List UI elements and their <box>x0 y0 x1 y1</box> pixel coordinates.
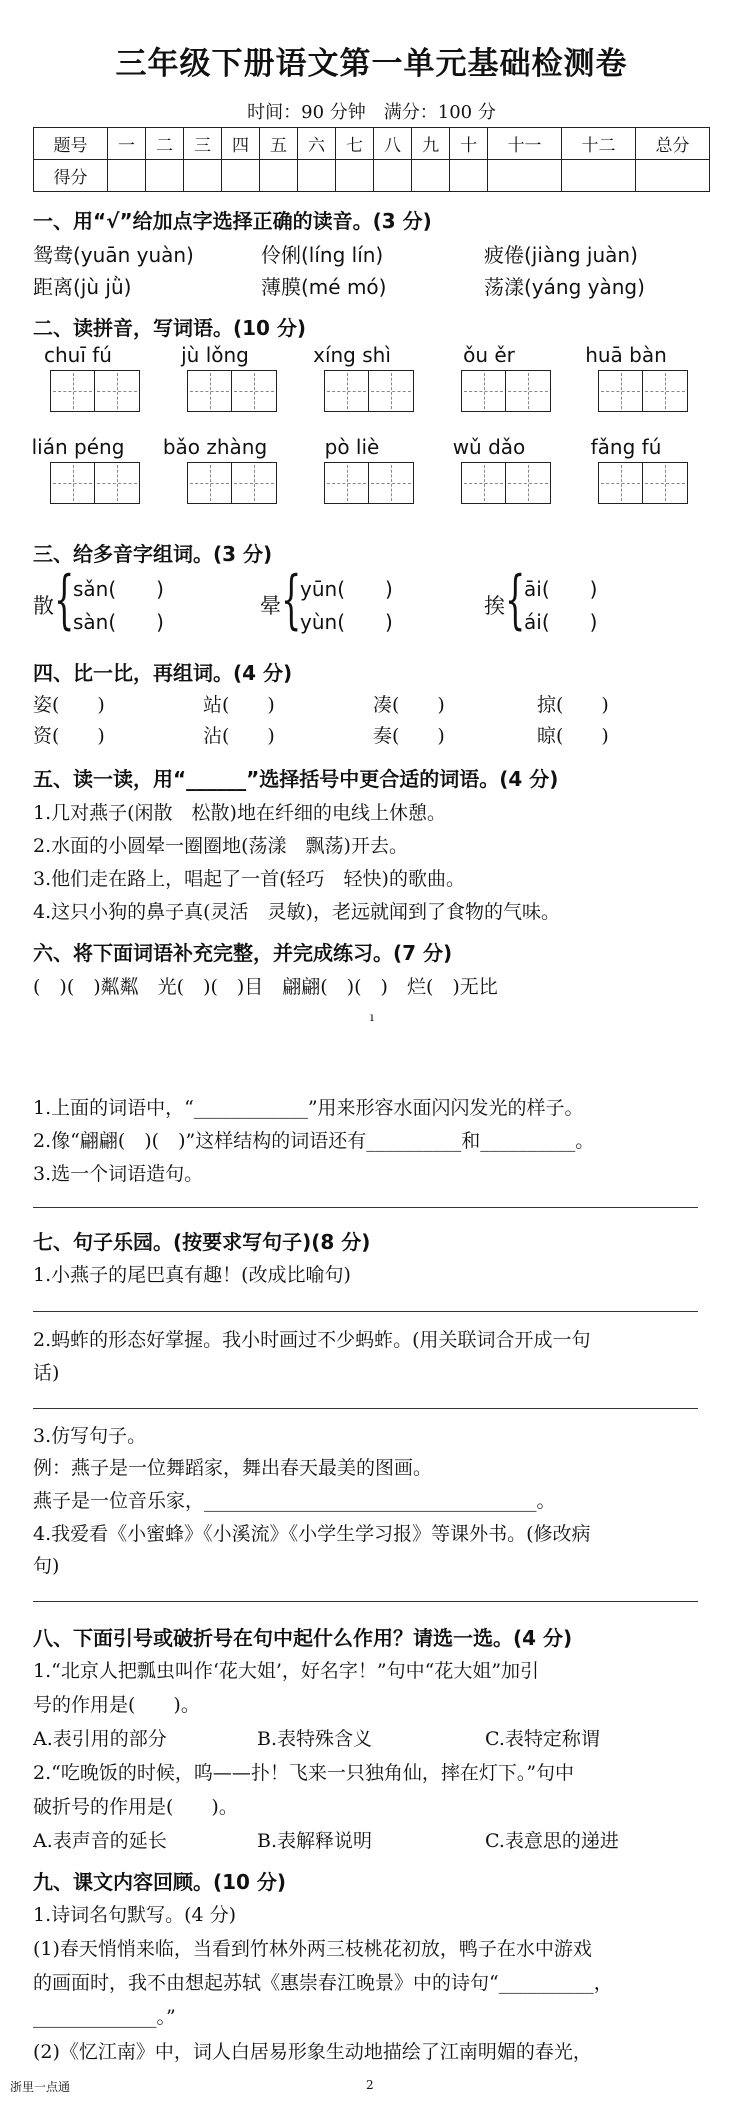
score-header-cell: 七 <box>336 128 374 160</box>
score-header-cell: 十一 <box>488 128 562 160</box>
section-7-title: 七、句子乐园。(按要求写句子)(8 分) <box>33 1230 371 1254</box>
pinyin-label: huā bàn <box>585 343 667 367</box>
list-item: 资( ) <box>33 725 105 747</box>
option[interactable]: A.表引用的部分 <box>33 1728 167 1750</box>
section-9-title: 九、课文内容回顾。(10 分) <box>33 1870 287 1894</box>
list-item: 晾( ) <box>537 725 609 747</box>
pinyin-label: xíng shì <box>313 343 391 367</box>
score-input-cell[interactable] <box>450 160 488 192</box>
question: 1.上面的词语中，“____________”用来形容水面闪闪发光的样子。 <box>33 1097 584 1119</box>
list-item: 薄膜(mé mó) <box>261 275 387 299</box>
score-row-label: 得分 <box>34 160 108 192</box>
writing-grid[interactable] <box>187 462 277 504</box>
writing-cell[interactable] <box>598 462 643 504</box>
brace-icon: { <box>281 563 302 637</box>
score-input-cell[interactable] <box>635 160 709 192</box>
list-item: 姿( ) <box>33 694 105 716</box>
option[interactable]: B.表解释说明 <box>257 1830 373 1852</box>
subtitle: 时间：90 分钟 满分：100 分 <box>247 102 496 123</box>
question: 3.选一个词语造句。 <box>33 1163 204 1185</box>
score-input-cell[interactable] <box>145 160 183 192</box>
score-header-cell: 题号 <box>34 128 108 160</box>
pinyin-label: lián péng <box>31 435 125 459</box>
score-header-cell: 四 <box>221 128 259 160</box>
writing-grid[interactable] <box>324 462 414 504</box>
list-item: 鸳鸯(yuān yuàn) <box>33 243 194 267</box>
writing-cell[interactable] <box>232 370 277 412</box>
polyphone-char: 挨 <box>484 594 505 618</box>
pinyin-label: fǎng fú <box>590 435 662 459</box>
question: 话) <box>33 1362 60 1384</box>
list-item: 奏( ) <box>373 725 445 747</box>
list-item: 凑( ) <box>373 694 445 716</box>
writing-cell[interactable] <box>643 462 688 504</box>
score-header-cell: 八 <box>374 128 412 160</box>
writing-cell[interactable] <box>324 370 369 412</box>
writing-grid[interactable] <box>598 370 688 412</box>
score-header-cell: 二 <box>145 128 183 160</box>
writing-cell[interactable] <box>369 370 414 412</box>
section-5-title: 五、读一读，用“______”选择括号中更合适的词语。(4 分) <box>33 767 559 791</box>
option[interactable]: A.表声音的延长 <box>33 1830 167 1852</box>
score-input-cell[interactable] <box>298 160 336 192</box>
brace-icon: { <box>505 563 526 637</box>
score-header-cell: 一 <box>107 128 145 160</box>
pinyin-label: wǔ dǎo <box>452 435 526 459</box>
score-input-cell[interactable] <box>336 160 374 192</box>
score-input-cell[interactable] <box>488 160 562 192</box>
question: 1.小燕子的尾巴真有趣！(改成比喻句) <box>33 1264 351 1286</box>
writing-cell[interactable] <box>461 370 506 412</box>
list-item: 掠( ) <box>537 694 609 716</box>
polyphone-reading: āi( ) <box>524 577 598 601</box>
score-header-cell: 九 <box>412 128 450 160</box>
question: 句) <box>33 1555 60 1577</box>
list-item: 疲倦(jiàng juàn) <box>484 243 638 267</box>
writing-cell[interactable] <box>598 370 643 412</box>
writing-cell[interactable] <box>187 370 232 412</box>
writing-grid[interactable] <box>50 370 140 412</box>
writing-grid[interactable] <box>598 462 688 504</box>
pinyin-label: ǒu ěr <box>463 343 515 367</box>
brace-icon: { <box>54 563 75 637</box>
pinyin-label: jù lǒng <box>181 343 249 367</box>
polyphone-reading: sàn( ) <box>73 610 164 634</box>
question: 1.“北京人把瓢虫叫作‘花大姐’，好名字！”句中“花大姐”加引 <box>33 1660 540 1682</box>
question: 号的作用是( )。 <box>33 1694 200 1716</box>
writing-cell[interactable] <box>50 370 95 412</box>
score-input-cell[interactable] <box>221 160 259 192</box>
option[interactable]: B.表特殊含义 <box>257 1728 373 1750</box>
writing-cell[interactable] <box>643 370 688 412</box>
question: (1)春天悄悄来临，当看到竹林外两三枝桃花初放，鸭子在水中游戏 <box>33 1938 592 1960</box>
section-6-title: 六、将下面词语补充完整，并完成练习。(7 分) <box>33 941 453 965</box>
question: 2.“吃晚饭的时候，呜——扑！飞来一只独角仙，摔在灯下。”句中 <box>33 1762 575 1784</box>
question: (2)《忆江南》中，词人白居易形象生动地描绘了江南明媚的春光， <box>33 2041 592 2063</box>
writing-grid[interactable] <box>50 462 140 504</box>
writing-grid[interactable] <box>187 370 277 412</box>
list-item: 2.水面的小圆晕一圈圈地(荡漾 飘荡)开去。 <box>33 835 408 857</box>
pinyin-label: bǎo zhàng <box>162 435 268 459</box>
polyphone-reading: ái( ) <box>524 610 598 634</box>
writing-cell[interactable] <box>232 462 277 504</box>
list-item: 沾( ) <box>203 725 275 747</box>
section-2-title: 二、读拼音，写词语。(10 分) <box>33 316 307 340</box>
writing-cell[interactable] <box>95 370 140 412</box>
score-header-cell: 六 <box>298 128 336 160</box>
score-input-cell[interactable] <box>412 160 450 192</box>
score-header-cell: 十二 <box>562 128 636 160</box>
section-4-title: 四、比一比，再组词。(4 分) <box>33 661 293 685</box>
writing-grid[interactable] <box>324 370 414 412</box>
question: 2.蚂蚱的形态好掌握。我小时画过不少蚂蚱。(用关联词合开成一句 <box>33 1329 591 1351</box>
score-input-cell[interactable] <box>562 160 636 192</box>
writing-cell[interactable] <box>187 462 232 504</box>
footer-source: 浙里一点通 <box>10 2080 71 2094</box>
example: 例：燕子是一位舞蹈家，舞出春天最美的图画。 <box>33 1457 433 1479</box>
score-header-cell: 总分 <box>635 128 709 160</box>
pinyin-label: pò liè <box>324 435 380 459</box>
question: 3.仿写句子。 <box>33 1425 147 1447</box>
answer-line[interactable] <box>33 1207 698 1208</box>
score-input-cell[interactable] <box>260 160 298 192</box>
list-item: 荡漾(yáng yàng) <box>484 275 645 299</box>
writing-grid[interactable] <box>461 462 551 504</box>
section-3-title: 三、给多音字组词。(3 分) <box>33 542 273 566</box>
fill-sentence: 燕子是一位音乐家，___________________________________。 <box>33 1490 556 1512</box>
fill-words: ( )( )粼粼 光( )( )目 翩翩( )( ) 烂( )无比 <box>33 976 498 998</box>
option[interactable]: C.表特定称谓 <box>485 1728 600 1750</box>
writing-grid[interactable] <box>461 370 551 412</box>
score-input-cell[interactable] <box>183 160 221 192</box>
question: 破折号的作用是( )。 <box>33 1796 238 1818</box>
polyphone-reading: sǎn( ) <box>73 577 164 601</box>
list-item: 4.这只小狗的鼻子真(灵活 灵敏)，老远就闻到了食物的气味。 <box>33 901 560 923</box>
pinyin-label: chuī fú <box>44 343 112 367</box>
question: 的画面时，我不由想起苏轼《惠崇春江晚景》中的诗句“__________， <box>33 1972 613 1994</box>
list-item: 站( ) <box>203 694 275 716</box>
writing-cell[interactable] <box>506 462 551 504</box>
answer-line[interactable] <box>33 1601 698 1602</box>
polyphone-char: 散 <box>33 594 54 618</box>
answer-line[interactable] <box>33 1311 698 1312</box>
section-8-title: 八、下面引号或破折号在句中起什么作用？请选一选。(4 分) <box>33 1626 573 1650</box>
writing-cell[interactable] <box>95 462 140 504</box>
question: 2.像“翩翩( )( )”这样结构的词语还有__________和__________。 <box>33 1130 595 1152</box>
polyphone-reading: yùn( ) <box>300 610 393 634</box>
writing-cell[interactable] <box>369 462 414 504</box>
list-item: 距离(jù jǜ) <box>33 275 132 299</box>
stray-mark: ı <box>370 1010 374 1024</box>
polyphone-reading: yūn( ) <box>300 577 393 601</box>
score-table <box>33 127 710 192</box>
score-header-cell: 五 <box>260 128 298 160</box>
list-item: 3.他们走在路上，唱起了一首(轻巧 轻快)的歌曲。 <box>33 868 465 890</box>
option[interactable]: C.表意思的递进 <box>485 1830 619 1852</box>
writing-cell[interactable] <box>324 462 369 504</box>
writing-cell[interactable] <box>506 370 551 412</box>
score-input-cell[interactable] <box>374 160 412 192</box>
score-input-cell[interactable] <box>107 160 145 192</box>
question: _____________。” <box>33 2006 176 2028</box>
answer-line[interactable] <box>33 1408 698 1409</box>
score-header-cell: 十 <box>450 128 488 160</box>
question: 4.我爱看《小蜜蜂》《小溪流》《小学生学习报》等课外书。(修改病 <box>33 1523 591 1545</box>
writing-cell[interactable] <box>461 462 506 504</box>
writing-cell[interactable] <box>50 462 95 504</box>
score-header-cell: 三 <box>183 128 221 160</box>
section-1-title: 一、用“√”给加点字选择正确的读音。(3 分) <box>33 209 432 233</box>
polyphone-char: 晕 <box>260 594 281 618</box>
page-number: 2 <box>366 2078 374 2092</box>
question: 1.诗词名句默写。(4 分) <box>33 1904 237 1926</box>
list-item: 伶俐(líng lín) <box>261 243 384 267</box>
page-title: 三年级下册语文第一单元基础检测卷 <box>115 46 628 82</box>
list-item: 1.几对燕子(闲散 松散)地在纤细的电线上休憩。 <box>33 802 446 824</box>
